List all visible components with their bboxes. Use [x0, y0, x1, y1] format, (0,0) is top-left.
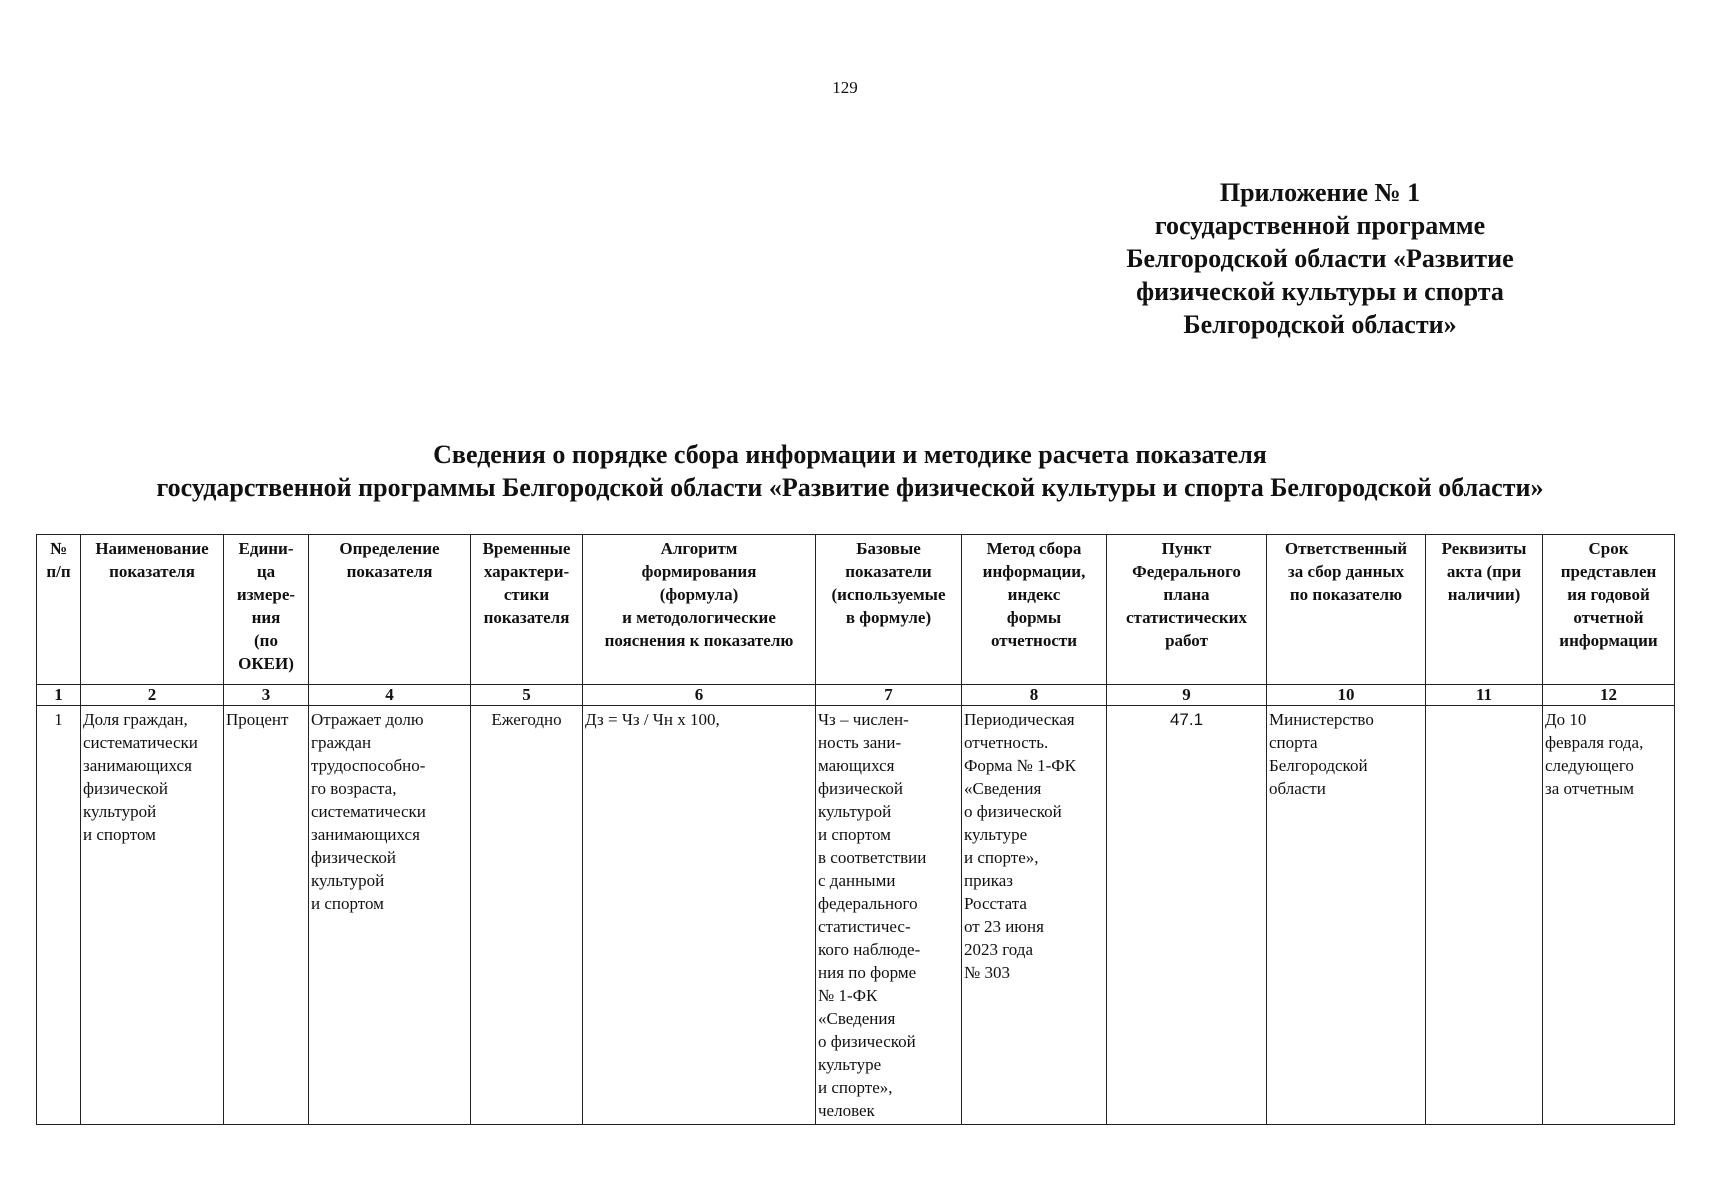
- cell-unit: Процент: [224, 706, 309, 1125]
- column-number: 6: [583, 685, 816, 706]
- cell-number: 1: [37, 706, 81, 1125]
- cell-indicator-name: Доля граждан, систематически занимающихся физической культурой и спортом: [81, 706, 224, 1125]
- column-number: 1: [37, 685, 81, 706]
- header-cell-deadline: Срок представлен ия годовой отчетной информации: [1543, 535, 1675, 685]
- column-number: 2: [81, 685, 224, 706]
- appendix-line: Белгородской области «Развитие: [1126, 244, 1514, 273]
- header-cell-number: № п/п: [37, 535, 81, 685]
- cell-deadline: До 10 февраля года, следующего за отчетным: [1543, 706, 1675, 1125]
- page-number: 129: [832, 78, 858, 97]
- column-number: 11: [1426, 685, 1543, 706]
- cell-definition: Отражает долю граждан трудоспособно- го возраста, систематически занимающихся физической культурой и спортом: [309, 706, 471, 1125]
- table-header-row: [37, 535, 1675, 685]
- column-number: 12: [1543, 685, 1675, 706]
- title-line-2: государственной программы Белгородской области «Развитие физической культуры и спорта Белгородской области»: [156, 473, 1544, 502]
- appendix-line: Приложение № 1: [1219, 178, 1421, 207]
- appendix-line: физической культуры и спорта: [1136, 277, 1504, 306]
- column-number: 3: [224, 685, 309, 706]
- column-number: 5: [471, 685, 583, 706]
- cell-plan-item: 47.1: [1107, 706, 1267, 1125]
- header-cell-algorithm: Алгоритм формирования (формула) и методологические пояснения к показателю: [583, 535, 816, 685]
- cell-time: Ежегодно: [471, 706, 583, 1125]
- title-line-1: Сведения о порядке сбора информации и методике расчета показателя: [433, 440, 1267, 469]
- header-cell-time: Временные характери- стики показателя: [471, 535, 583, 685]
- appendix-line: Белгородской области»: [1183, 310, 1457, 339]
- header-cell-name: Наименование показателя: [81, 535, 224, 685]
- header-cell-definition: Определение показателя: [309, 535, 471, 685]
- indicator-table: [36, 534, 1675, 1125]
- cell-base-indicators: Чз – числен- ность зани- мающихся физической культурой и спортом в соответствии с данными федерального статистичес- кого наблюде- ния по форме № 1-ФК «Сведения о физической культуре и спорте», человек: [816, 706, 962, 1125]
- header-cell-method: Метод сбора информации, индекс формы отчетности: [962, 535, 1107, 685]
- header-cell-unit: Едини- ца измере- ния (по ОКЕИ): [224, 535, 309, 685]
- cell-act: [1426, 706, 1543, 1125]
- header-cell-base: Базовые показатели (используемые в формуле): [816, 535, 962, 685]
- column-number-row: [37, 685, 1675, 706]
- document-title: [40, 438, 1660, 504]
- cell-algorithm: Дз = Чз / Чн х 100,: [583, 706, 816, 1125]
- column-number: 8: [962, 685, 1107, 706]
- appendix-line: государственной программе: [1154, 211, 1486, 240]
- cell-responsible: Министерство спорта Белгородской области: [1267, 706, 1426, 1125]
- column-number: 10: [1267, 685, 1426, 706]
- header-cell-responsible: Ответственный за сбор данных по показателю: [1267, 535, 1426, 685]
- column-number: 9: [1107, 685, 1267, 706]
- column-number: 7: [816, 685, 962, 706]
- table-row: [37, 706, 1675, 1125]
- header-cell-plan-item: Пункт Федерального плана статистических работ: [1107, 535, 1267, 685]
- cell-method: Периодическая отчетность. Форма № 1-ФК «Сведения о физической культуре и спорте», приказ Росстата от 23 июня 2023 года № 303: [962, 706, 1107, 1125]
- column-number: 4: [309, 685, 471, 706]
- header-cell-act: Реквизиты акта (при наличии): [1426, 535, 1543, 685]
- appendix-heading: [1080, 176, 1560, 341]
